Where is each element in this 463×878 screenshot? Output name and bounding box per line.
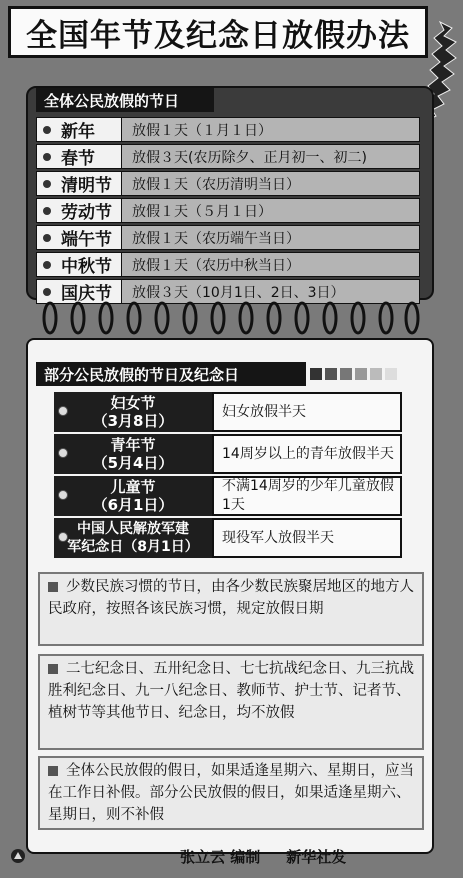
memorial-desc: 不满14周岁的少年儿童放假1天 bbox=[212, 476, 402, 516]
memorial-name: 中国人民解放军建 bbox=[76, 521, 189, 537]
holiday-name: 中秋节 bbox=[61, 257, 112, 277]
note-text: 全体公民放假的假日，如果适逢星期六、星期日，应当在工作日补假。部分公民放假的假日，如果适逢星期六、星期日，则不补假 bbox=[48, 763, 414, 823]
holiday-desc: 放假１天（５月１日） bbox=[122, 198, 420, 223]
memorial-row bbox=[54, 476, 402, 516]
memorial-name: 青年节 bbox=[110, 436, 156, 454]
holiday-desc: 放假３天(农历除夕、正月初一、初二) bbox=[122, 144, 420, 169]
holiday-row bbox=[36, 171, 420, 196]
memorial-name: 儿童节 bbox=[110, 478, 156, 496]
section1-heading: 全体公民放假的节日 bbox=[36, 88, 214, 112]
bullet-icon bbox=[58, 448, 68, 458]
memorial-row bbox=[54, 392, 402, 432]
memorial-date: 军纪念日（8月1日） bbox=[67, 539, 199, 555]
section2-heading: 部分公民放假的节日及纪念日 bbox=[36, 362, 306, 386]
holiday-name: 端午节 bbox=[61, 230, 112, 250]
bullet-icon bbox=[43, 153, 51, 161]
note-text: 少数民族习惯的节日，由各少数民族聚居地区的地方人民政府，按照各该民族习惯，规定放假日期 bbox=[48, 579, 414, 617]
holiday-row bbox=[36, 144, 420, 169]
memorial-date: （5月4日） bbox=[92, 454, 174, 472]
bullet-icon bbox=[58, 532, 68, 542]
holiday-row bbox=[36, 225, 420, 250]
holiday-name: 新年 bbox=[61, 122, 95, 142]
page-title: 全国年节及纪念日放假办法 bbox=[8, 6, 428, 58]
note-box bbox=[38, 654, 424, 750]
note-box bbox=[38, 756, 424, 830]
holiday-row bbox=[36, 198, 420, 223]
note-box bbox=[38, 572, 424, 646]
holiday-desc: 放假３天（10月1日、2日、3日） bbox=[122, 279, 420, 304]
bullet-icon bbox=[43, 180, 51, 188]
memorial-desc: 14周岁以上的青年放假半天 bbox=[212, 434, 402, 474]
footer-credit bbox=[180, 846, 346, 867]
xinhua-logo-icon bbox=[10, 848, 26, 864]
bullet-square-icon bbox=[48, 766, 58, 776]
holiday-desc: 放假１天（１月１日） bbox=[122, 117, 420, 142]
note-text: 二七纪念日、五卅纪念日、七七抗战纪念日、九三抗战胜利纪念日、九一八纪念日、教师节、护士节、记者节、植树节等其他节日、纪念日，均不放假 bbox=[48, 661, 414, 721]
bullet-icon bbox=[43, 261, 51, 269]
gradient-squares bbox=[310, 368, 400, 380]
holiday-name: 劳动节 bbox=[61, 203, 112, 223]
agency-credit: 新华社发 bbox=[286, 848, 347, 866]
memorial-date: （3月8日） bbox=[92, 412, 174, 430]
memorial-date: （6月1日） bbox=[92, 496, 174, 514]
memorial-desc: 现役军人放假半天 bbox=[212, 518, 402, 558]
binder-rings bbox=[40, 298, 420, 340]
bullet-icon bbox=[43, 234, 51, 242]
holiday-desc: 放假１天（农历端午当日） bbox=[122, 225, 420, 250]
holiday-row bbox=[36, 117, 420, 142]
holiday-name: 国庆节 bbox=[61, 284, 112, 304]
bullet-square-icon bbox=[48, 582, 58, 592]
memorial-name: 妇女节 bbox=[110, 394, 156, 412]
memorial-row bbox=[54, 434, 402, 474]
bullet-square-icon bbox=[48, 664, 58, 674]
memorial-row bbox=[54, 518, 402, 558]
holiday-desc: 放假１天（农历中秋当日） bbox=[122, 252, 420, 277]
bullet-icon bbox=[58, 490, 68, 500]
bullet-icon bbox=[43, 126, 51, 134]
bullet-icon bbox=[43, 288, 51, 296]
holiday-name: 清明节 bbox=[61, 176, 112, 196]
bullet-icon bbox=[58, 406, 68, 416]
memorial-desc: 妇女放假半天 bbox=[212, 392, 402, 432]
bullet-icon bbox=[43, 207, 51, 215]
holiday-row bbox=[36, 252, 420, 277]
holiday-desc: 放假１天（农历清明当日） bbox=[122, 171, 420, 196]
holiday-name: 春节 bbox=[61, 149, 95, 169]
author-credit: 张立云 编制 bbox=[180, 848, 261, 866]
